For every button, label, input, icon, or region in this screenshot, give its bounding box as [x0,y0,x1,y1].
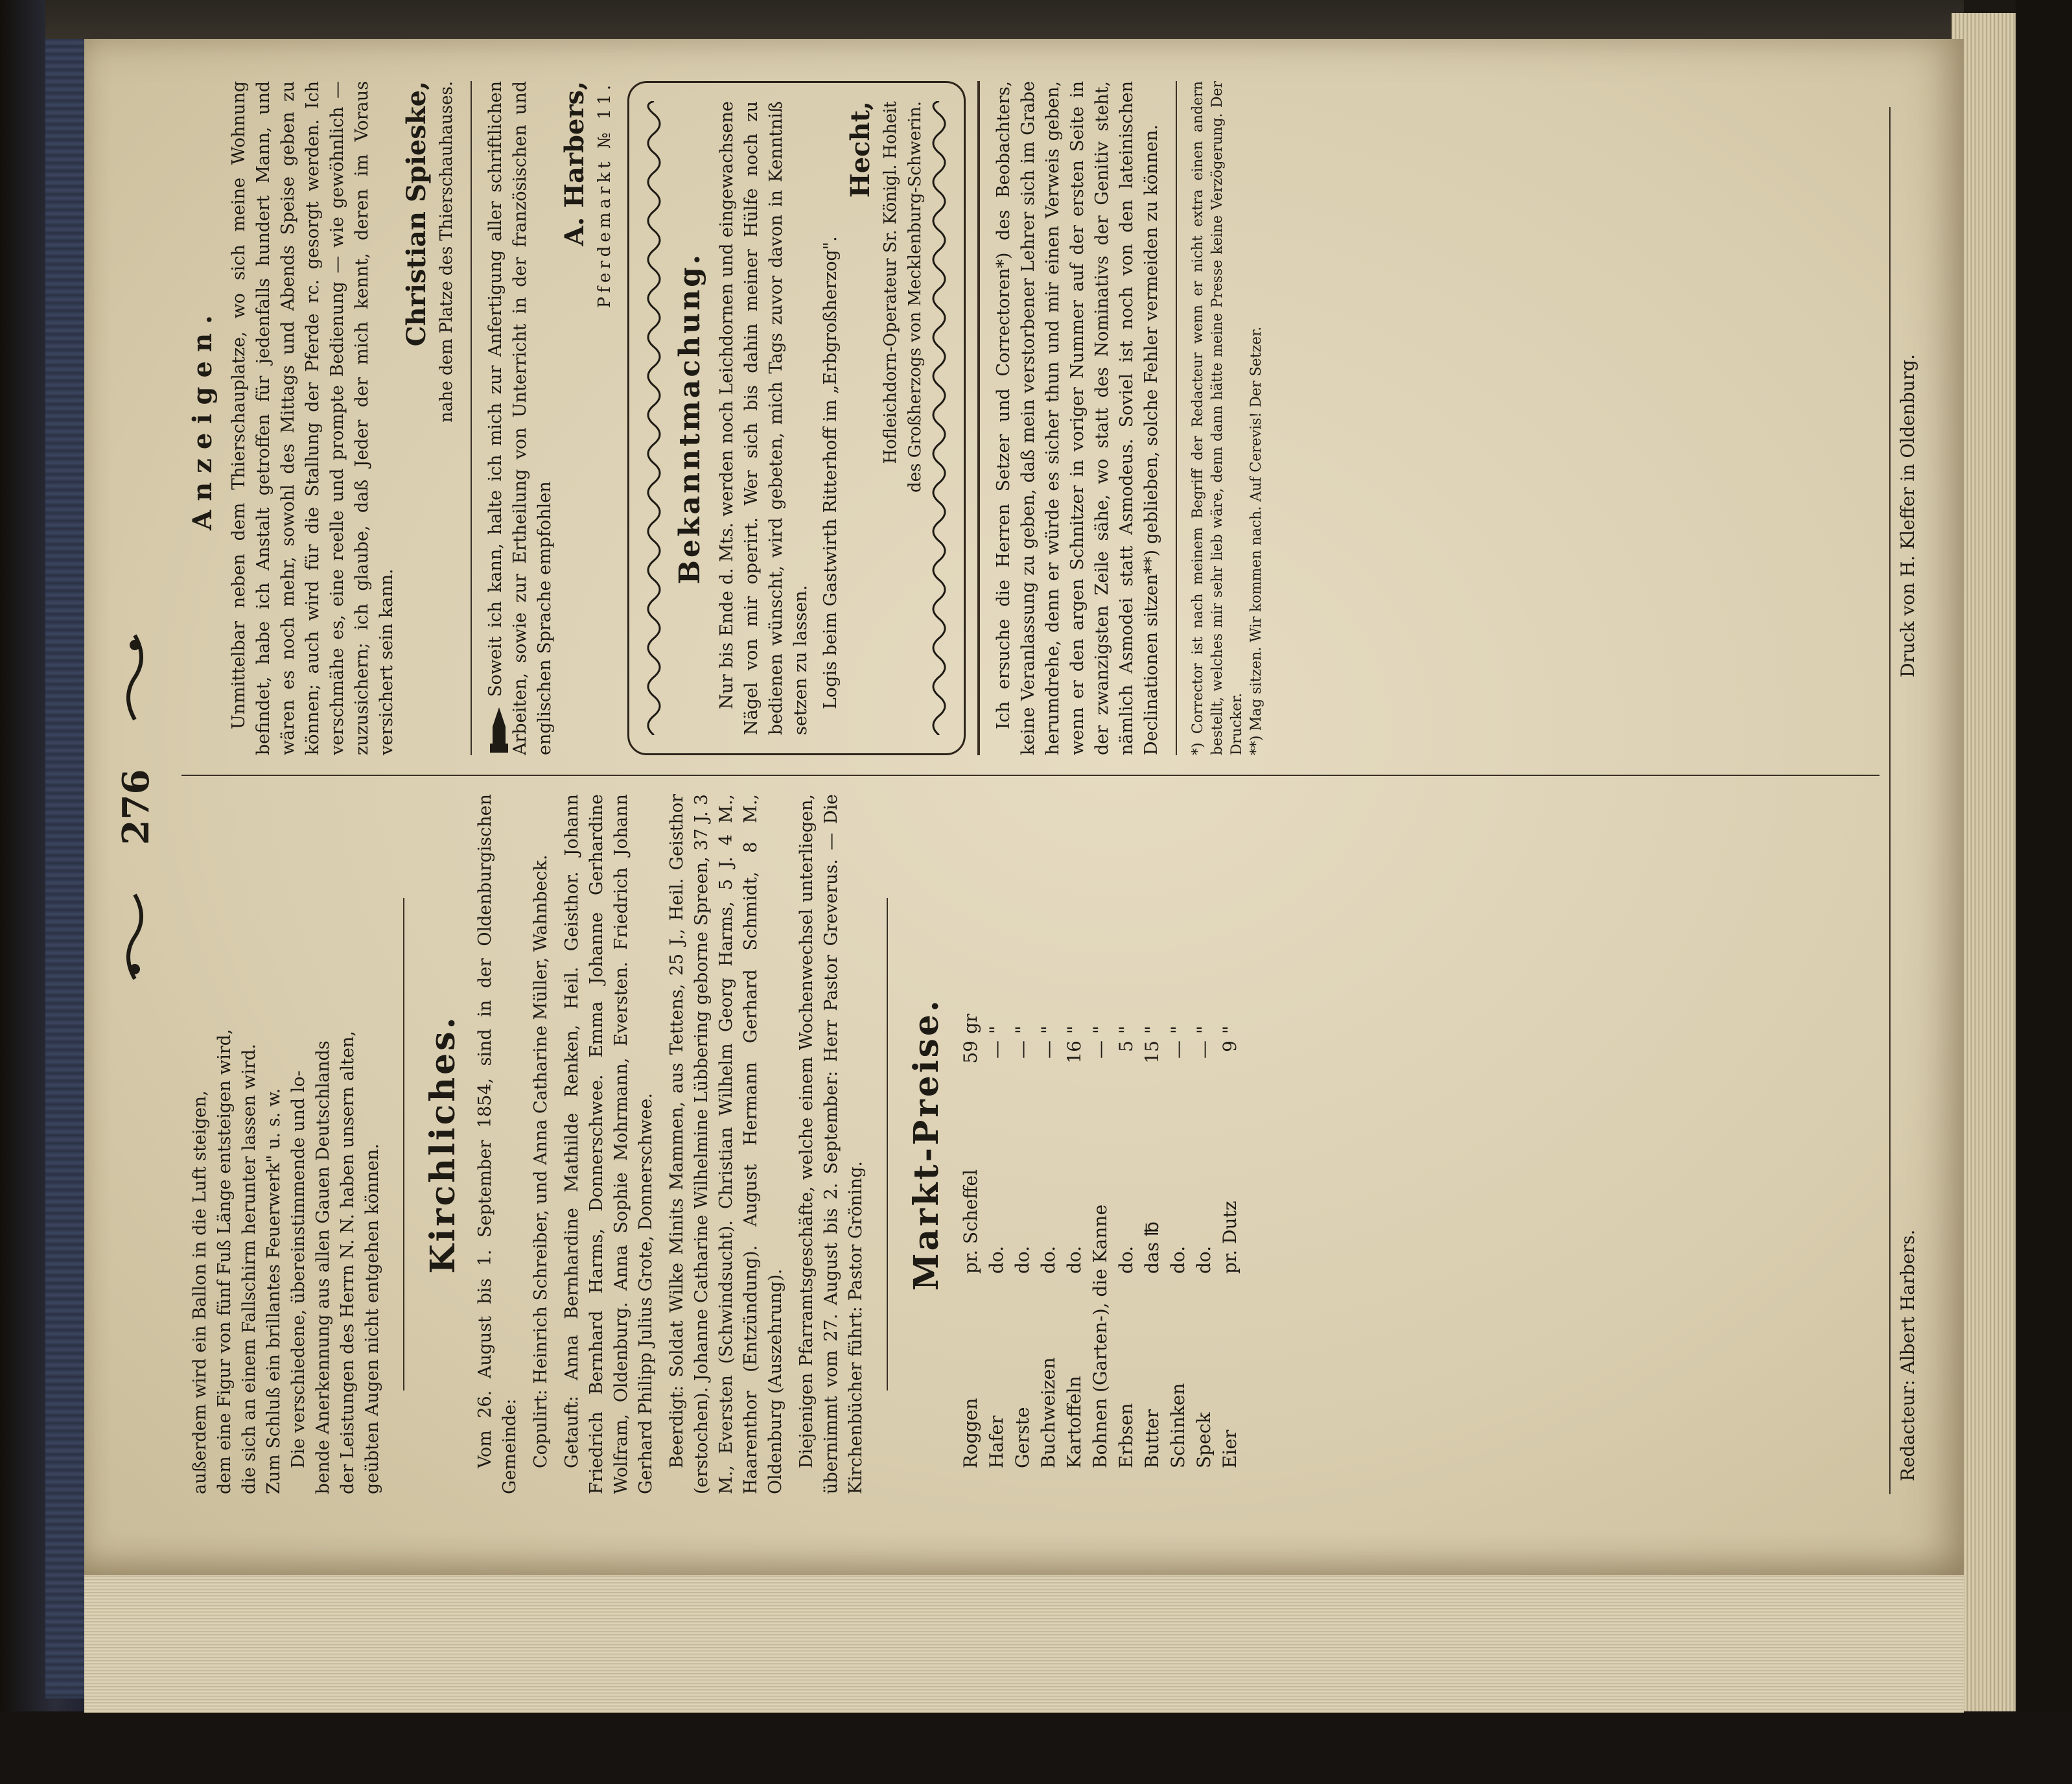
price-row [1113,976,1139,1468]
price-row [1010,976,1036,1468]
price-row [984,976,1010,1468]
price-unit: do. [1115,1245,1137,1274]
price-row [958,976,984,1468]
price-suffix: " [1089,1026,1111,1034]
intro-line: Zum Schluß ein brillantes Feuerwerk" u. s. w. [264,1088,284,1494]
price-item: Buchweizen [1038,1357,1059,1468]
ad-harbers-name: A. Harbers, [559,81,590,246]
ad-rule [977,81,980,755]
bekanntmachung-name: Hecht, [845,101,876,198]
intro-line: dem eine Figur von fünf Fuß Länge entsteigen wird, [215,1029,235,1494]
copulirt-entry: Copulirt: Heinrich Schreiber, und Anna Catharine Müller, Wahnbeck. [531,854,551,1468]
footer-druck: Druck von H. Kleffer in Oldenburg. [1897,354,1918,677]
intro-line: Die verschiedene, übereinstimmende und lo- [288,1070,308,1468]
page-edges-bottom [84,1569,1964,1713]
decorative-loop-border-icon [642,101,666,735]
section-rule [403,898,404,1391]
price-suffix: gr [960,1013,981,1034]
ad-spieske-name: Christian Spieske, [401,81,432,347]
price-suffix: " [1219,1026,1240,1034]
bekanntmachung-title-line-1: Hofleichdorn-Operateur Sr. Königl. Hoheit [881,101,900,464]
pointing-hand-icon [486,703,512,755]
column-divider [181,775,1880,776]
price-item: Schinken [1167,1383,1189,1468]
page-number: 276 [115,769,157,845]
price-value: — [1038,1040,1059,1059]
price-value: 9 [1219,1040,1240,1052]
ad-spieske-text: Unmittelbar neben dem Thierschauplatze, wo sich meine Wohnung befindet, habe ich Anstalt getroffen für jedenfalls hundert Mann, und wären es noch mehr, sowohl des Mittags und Abends Speise geben zu können; auch wird für die Stallung der Pferde rc. gesorgt werden. Ich verschmähe es, eine reelle und prompte Bedienung — wie gewöhnlich — zuzusichern; ich glaube, daß Jeder der mich kennt, deren im Voraus versichert sein kann. [229,81,397,755]
price-item: Kartoffeln [1064,1376,1085,1468]
intro-line: die sich an einem Fallschirm herunter lassen wird. [239,1044,259,1494]
bekanntmachung-title-line-2: des Großherzogs von Mecklenburg-Schwerin. [905,101,925,493]
ad-spieske-address: nahe dem Platze des Thierschauhauses. [437,81,456,423]
pfarramt-entry: Diejenigen Pfarramtsgeschäfte, welche einem Wochenwechsel unterliegen, übernimmt vom 27. August bis 2. September: Herr Pastor Greverus. — Die Kirchenbücher führt: Pastor Gröning. [797,794,866,1494]
ad-rule [471,81,472,755]
markt-preise-heading: Markt-Preise. [907,997,946,1291]
decorative-loop-border-icon [927,101,951,735]
ad-harbers [483,81,557,755]
price-unit: do. [1064,1245,1085,1274]
price-suffix: " [1167,1026,1189,1034]
bekanntmachung-title: Bekanntmachung. [673,252,706,585]
price-suffix: " [1141,1026,1163,1034]
price-value: — [1089,1040,1111,1059]
ad-bekanntmachung-box [627,81,966,755]
footer-redacteur: Redacteur: Albert Harbers. [1897,1229,1918,1481]
price-item: Bohnen (Garten-), die Kanne [1089,1204,1111,1468]
price-item: Erbsen [1115,1403,1137,1468]
footnote-2: **) Mag sitzen. Wir kommen nach. Auf Cerevis! Der Setzer. [1248,326,1264,755]
price-unit: do. [1193,1245,1215,1274]
price-unit: do. [1038,1245,1059,1274]
left-column [188,794,1243,1494]
price-value: 16 [1064,1040,1085,1064]
kirchliches-intro: Vom 26. August bis 1. September 1854, sind in der Oldenburgischen Gemeinde: [475,794,520,1494]
book-cover-right [2016,0,2072,1784]
price-value: — [986,1040,1007,1059]
price-value: — [1193,1040,1215,1059]
price-unit: pr. Dutz [1219,1201,1240,1274]
price-suffix: " [986,1026,1007,1034]
footnote-rule [1176,81,1177,755]
price-item: Roggen [960,1398,981,1468]
price-suffix: " [1064,1026,1085,1034]
book-cover-bottom [0,1711,2072,1784]
price-unit: do. [1012,1245,1033,1274]
price-row [1139,976,1165,1468]
price-suffix: " [1193,1026,1215,1034]
price-unit: pr. Scheffel [960,1169,981,1274]
ad-setzer-text: Ich ersuche die Herren Setzer und Correctoren*) des Beobachters, keine Veranlassung zu geben, daß mein verstorbener Lehrer sich im Grabe herumdrehe, denn er würde es sicher thun und mir einen Verweis geben, wenn er den argen Schnitzer in voriger Nummer auf der ersten Seite in der zwanzigsten Zeile sähe, wo statt des Nominativs der Genitiv steht, nämlich Asmodei statt Asmodeus. Soviel ist noch von den lateinischen Declinationen sitzen**) geblieben, solche Fehler vermeiden zu können. [994,81,1161,755]
price-suffix: " [1115,1026,1137,1034]
price-unit: do. [1167,1245,1189,1274]
price-value: — [1012,1040,1033,1059]
price-value: — [1167,1040,1189,1059]
getauft-entry: Getauft: Anna Bernhardine Mathilde Renken, Heil. Geisthor. Johann Friedrich Bernhard Harms, Donnerschwee. Emma Johanne Gerhardine Wolfram, Oldenburg. Anna Sophie Mohrmann, Eversten. Friedrich Johann Gerhard Philipp Julius Grote, Donnerschwee. [562,794,656,1494]
price-item: Butter [1141,1409,1163,1468]
ad-harbers-address: Pferdemarkt № 11. [595,81,614,309]
price-suffix: " [1012,1026,1033,1034]
price-item: Gerste [1012,1407,1033,1468]
intro-text [188,794,385,1494]
price-value: 59 [960,1040,981,1064]
price-row [1088,976,1113,1468]
beerdigt-entry: Beerdigt: Soldat Wilke Minits Mammen, aus Tettens, 25 J., Heil. Geisthor (erstochen). Johanne Catharine Wilhelmine Lübbering geborne Spreen, 37 J. 3 M., Eversten (Schwindsucht). Christian Wilhelm Georg Harms, 5 J. 4 M., Haarenthor (Entzündung). August Hermann Gerhard Schmidt, 8 M., Oldenburg (Auszehrung). [667,794,786,1494]
price-item: Speck [1193,1412,1215,1468]
price-item: Eier [1219,1429,1240,1468]
bekanntmachung-logis: Logis beim Gastwirth Ritterhoff im „Erbgroßherzog". [821,236,841,709]
book-spine-binding [45,39,86,1698]
price-value: 15 [1141,1040,1163,1064]
price-suffix: " [1038,1026,1059,1034]
flourish-left-icon [122,891,148,982]
price-row [1191,976,1217,1468]
intro-line: geübten Augen nicht entgehen können. [362,1144,382,1494]
right-column [188,81,1266,755]
price-row [1217,976,1243,1468]
section-rule [887,898,888,1391]
price-item: Hafer [986,1415,1007,1468]
footnote-1: *) Corrector ist nach meinem Begriff der Redacteur wenn er nicht extra einen andern bestellt, welches mir sehr lieb wäre, denn dann hätte meine Presse keine Verzögerung. Der Drucker. [1190,81,1245,755]
intro-line: bende Anerkennung aus allen Gauen Deutschlands [313,1040,333,1494]
kirchliches-heading: Kirchliches. [423,1015,463,1274]
bekanntmachung-text: Nur bis Ende d. Mts. werden noch Leichdornen und eingewachsene Nägel von mir operirt. Wer sich bis dahin meiner Hülfe noch zu bedienen wünscht, wird gebeten, mich Tags zuvor davon in Kenntniß setzen zu lassen. [717,101,811,735]
newspaper-page [84,39,1964,1575]
flourish-right-icon [122,632,148,723]
rotated-content [110,81,1938,1520]
intro-line: außerdem wird ein Ballon in die Luft steigen, [190,1090,210,1494]
price-row [1062,976,1088,1468]
price-unit: das ℔ [1141,1221,1163,1274]
price-unit: do. [986,1245,1007,1274]
intro-line: der Leistungen des Herrn N. N. haben unsern alten, [338,1031,358,1494]
anzeigen-heading: Anzeigen. [187,306,218,530]
price-row [1165,976,1191,1468]
ad-harbers-text: Soweit ich kann, halte ich mich zur Anfertigung aller schriftlichen Arbeiten, sowie zur Ertheilung von Unterricht in der französischen und englischen Sprache empfohlen [485,81,555,755]
price-row [1036,976,1062,1468]
footer-rule [1889,107,1891,1494]
price-value: 5 [1115,1040,1137,1052]
price-table [958,976,1243,1468]
